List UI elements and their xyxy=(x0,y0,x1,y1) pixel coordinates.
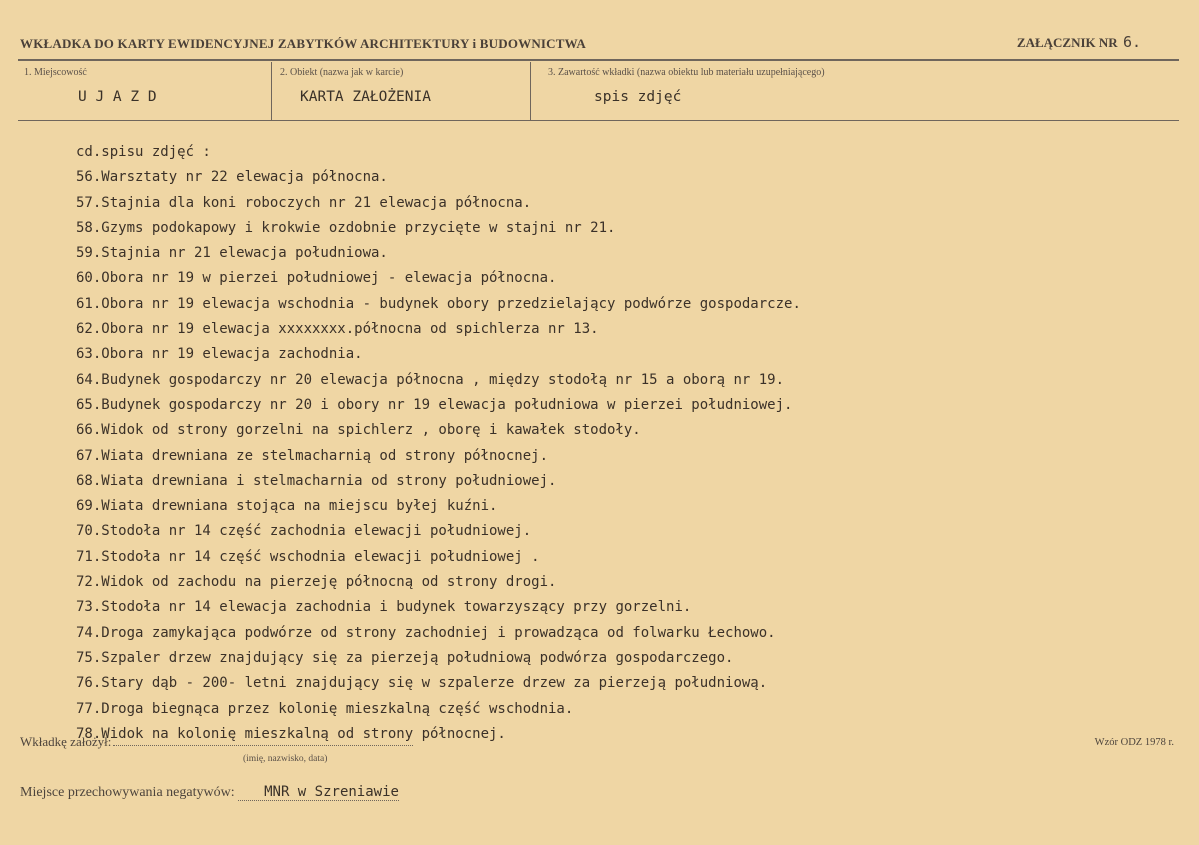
list-item: 64.Budynek gospodarczy nr 20 elewacja północna , między stodołą nr 15 a oborą nr 19. xyxy=(76,371,785,388)
header-fields xyxy=(18,62,1179,121)
storage-value: MNR w Szreniawie xyxy=(238,784,399,801)
list-item: 78.Widok na kolonię mieszkalną od strony północnej. xyxy=(76,725,506,742)
signature-hint: (imię, nazwisko, data) xyxy=(243,754,328,764)
list-item: 56.Warsztaty nr 22 elewacja północna. xyxy=(76,169,388,186)
photo-list xyxy=(76,140,1166,747)
field-divider xyxy=(530,62,531,120)
list-item: 62.Obora nr 19 elewacja xxxxxxxx.północna od spichlerza nr 13. xyxy=(76,321,599,338)
list-item: cd.spisu zdjęć : xyxy=(76,144,211,160)
content-value: spis zdjęć xyxy=(594,89,682,105)
list-item: 65.Budynek gospodarczy nr 20 i obory nr 19 elewacja południowa w pierzei południowej. xyxy=(76,396,793,413)
list-item: 77.Droga biegnąca przez kolonię mieszkalną część wschodnia. xyxy=(76,700,574,717)
list-item: 76.Stary dąb - 200- letni znajdujący się w szpalerze drzew za pierzeją południową. xyxy=(76,675,768,692)
signature-line xyxy=(20,734,413,750)
list-item: 66.Widok od strony gorzelni na spichlerz , oborę i kawałek stodoły. xyxy=(76,422,641,439)
list-item: 69.Wiata drewniana stojąca na miejscu byłej kuźni. xyxy=(76,498,498,515)
locality-value: U J A Z D xyxy=(78,89,157,105)
list-item: 58.Gzyms podokapowy i krokwie ozdobnie przycięte w stajni nr 21. xyxy=(76,219,616,236)
list-item: 73.Stodoła nr 14 elewacja zachodnia i budynek towarzyszący przy gorzelni. xyxy=(76,599,692,616)
list-item: 70.Stodoła nr 14 część zachodnia elewacji południowej. xyxy=(76,523,532,540)
form-title: WKŁADKA DO KARTY EWIDENCYJNEJ ZABYTKÓW ARCHITEKTURY i BUDOWNICTWA xyxy=(20,36,586,51)
list-item: 61.Obora nr 19 elewacja wschodnia - budynek obory przedzielający podwórze gospodarcze. xyxy=(76,295,801,312)
locality-label: 1. Miejscowość xyxy=(24,67,87,78)
signature-label: Wkładkę założył: xyxy=(20,734,112,749)
list-item: 74.Droga zamykająca podwórze od strony zachodniej i prowadząca od folwarku Łechowo. xyxy=(76,624,776,641)
list-item: 60.Obora nr 19 w pierzei południowej - elewacja północna. xyxy=(76,270,557,287)
signature-dots xyxy=(113,745,413,746)
list-item: 75.Szpaler drzew znajdujący się za pierzeją południową podwórza gospodarczego. xyxy=(76,649,734,666)
list-item: 63.Obora nr 19 elewacja zachodnia. xyxy=(76,346,363,363)
list-item: 72.Widok od zachodu na pierzeję północną od strony drogi. xyxy=(76,574,557,591)
form-code: Wzór ODZ 1978 r. xyxy=(1094,737,1174,748)
list-item: 57.Stajnia dla koni roboczych nr 21 elewacja północna. xyxy=(76,194,532,211)
object-value: KARTA ZAŁOŻENIA xyxy=(300,89,431,105)
content-label: 3. Zawartość wkładki (nazwa obiektu lub materiału uzupełniającego) xyxy=(548,67,825,78)
object-label: 2. Obiekt (nazwa jak w karcie) xyxy=(280,67,404,78)
storage-label: Miejsce przechowywania negatywów: xyxy=(20,785,235,800)
header-rule xyxy=(18,59,1179,61)
annex-label: ZAŁĄCZNIK NR xyxy=(1016,35,1118,50)
list-item: 67.Wiata drewniana ze stelmacharnią od strony północnej. xyxy=(76,447,549,464)
list-item: 71.Stodoła nr 14 część wschodnia elewacji południowej . xyxy=(76,548,540,565)
list-item: 59.Stajnia nr 21 elewacja południowa. xyxy=(76,245,388,262)
negative-storage xyxy=(20,784,399,801)
list-item: 68.Wiata drewniana i stelmacharnia od strony południowej. xyxy=(76,472,557,489)
field-divider xyxy=(271,62,272,120)
annex-value: 6. xyxy=(1122,33,1141,51)
annex-number xyxy=(1017,33,1141,51)
